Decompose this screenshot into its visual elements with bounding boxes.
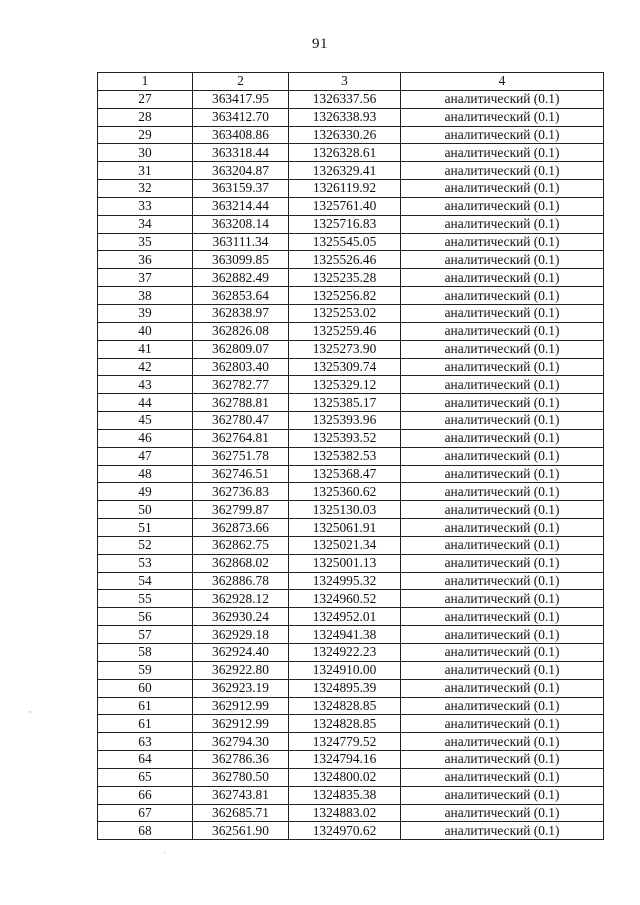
method-cell: аналитический (0.1) — [401, 90, 604, 108]
point-number-cell: 67 — [98, 804, 193, 822]
y-coordinate-cell: 1325526.46 — [289, 251, 401, 269]
method-cell: аналитический (0.1) — [401, 483, 604, 501]
y-coordinate-cell: 1324828.85 — [289, 715, 401, 733]
y-coordinate-cell: 1325253.02 — [289, 304, 401, 322]
table-row — [98, 626, 604, 644]
point-number-cell: 59 — [98, 661, 193, 679]
method-cell: аналитический (0.1) — [401, 751, 604, 769]
table-row — [98, 376, 604, 394]
x-coordinate-cell: 362838.97 — [193, 304, 289, 322]
y-coordinate-cell: 1325393.96 — [289, 412, 401, 430]
method-cell: аналитический (0.1) — [401, 590, 604, 608]
method-cell: аналитический (0.1) — [401, 304, 604, 322]
point-number-cell: 39 — [98, 304, 193, 322]
x-coordinate-cell: 362561.90 — [193, 822, 289, 840]
method-cell: аналитический (0.1) — [401, 144, 604, 162]
x-coordinate-cell: 362912.99 — [193, 697, 289, 715]
point-number-cell: 30 — [98, 144, 193, 162]
point-number-cell: 53 — [98, 554, 193, 572]
header-col-4: 4 — [401, 73, 604, 91]
point-number-cell: 38 — [98, 287, 193, 305]
x-coordinate-cell: 362746.51 — [193, 465, 289, 483]
method-cell: аналитический (0.1) — [401, 733, 604, 751]
point-number-cell: 49 — [98, 483, 193, 501]
point-number-cell: 45 — [98, 412, 193, 430]
y-coordinate-cell: 1324895.39 — [289, 679, 401, 697]
point-number-cell: 61 — [98, 715, 193, 733]
header-col-1: 1 — [98, 73, 193, 91]
y-coordinate-cell: 1326329.41 — [289, 162, 401, 180]
method-cell: аналитический (0.1) — [401, 215, 604, 233]
method-cell: аналитический (0.1) — [401, 108, 604, 126]
point-number-cell: 42 — [98, 358, 193, 376]
table-row — [98, 572, 604, 590]
table-row — [98, 394, 604, 412]
y-coordinate-cell: 1325382.53 — [289, 447, 401, 465]
y-coordinate-cell: 1324794.16 — [289, 751, 401, 769]
y-coordinate-cell: 1325716.83 — [289, 215, 401, 233]
method-cell: аналитический (0.1) — [401, 661, 604, 679]
table-row — [98, 751, 604, 769]
table-body — [98, 90, 604, 839]
y-coordinate-cell: 1326119.92 — [289, 180, 401, 198]
table-row — [98, 786, 604, 804]
x-coordinate-cell: 362780.50 — [193, 768, 289, 786]
point-number-cell: 46 — [98, 429, 193, 447]
x-coordinate-cell: 362886.78 — [193, 572, 289, 590]
table-row — [98, 90, 604, 108]
y-coordinate-cell: 1325130.03 — [289, 501, 401, 519]
x-coordinate-cell: 362799.87 — [193, 501, 289, 519]
x-coordinate-cell: 362743.81 — [193, 786, 289, 804]
method-cell: аналитический (0.1) — [401, 804, 604, 822]
x-coordinate-cell: 363099.85 — [193, 251, 289, 269]
point-number-cell: 66 — [98, 786, 193, 804]
point-number-cell: 52 — [98, 536, 193, 554]
y-coordinate-cell: 1326328.61 — [289, 144, 401, 162]
table-row — [98, 162, 604, 180]
method-cell: аналитический (0.1) — [401, 429, 604, 447]
x-coordinate-cell: 362868.02 — [193, 554, 289, 572]
method-cell: аналитический (0.1) — [401, 679, 604, 697]
table-row — [98, 733, 604, 751]
x-coordinate-cell: 362912.99 — [193, 715, 289, 733]
method-cell: аналитический (0.1) — [401, 715, 604, 733]
y-coordinate-cell: 1325021.34 — [289, 536, 401, 554]
method-cell: аналитический (0.1) — [401, 269, 604, 287]
method-cell: аналитический (0.1) — [401, 644, 604, 662]
x-coordinate-cell: 362788.81 — [193, 394, 289, 412]
x-coordinate-cell: 362803.40 — [193, 358, 289, 376]
header-col-3: 3 — [289, 73, 401, 91]
y-coordinate-cell: 1324952.01 — [289, 608, 401, 626]
coordinates-table — [97, 72, 604, 840]
y-coordinate-cell: 1325259.46 — [289, 322, 401, 340]
y-coordinate-cell: 1325545.05 — [289, 233, 401, 251]
point-number-cell: 56 — [98, 608, 193, 626]
x-coordinate-cell: 362930.24 — [193, 608, 289, 626]
table-row — [98, 715, 604, 733]
point-number-cell: 31 — [98, 162, 193, 180]
point-number-cell: 44 — [98, 394, 193, 412]
point-number-cell: 40 — [98, 322, 193, 340]
y-coordinate-cell: 1325368.47 — [289, 465, 401, 483]
method-cell: аналитический (0.1) — [401, 697, 604, 715]
y-coordinate-cell: 1325761.40 — [289, 197, 401, 215]
y-coordinate-cell: 1324835.38 — [289, 786, 401, 804]
method-cell: аналитический (0.1) — [401, 554, 604, 572]
point-number-cell: 28 — [98, 108, 193, 126]
table-row — [98, 233, 604, 251]
point-number-cell: 55 — [98, 590, 193, 608]
method-cell: аналитический (0.1) — [401, 180, 604, 198]
x-coordinate-cell: 362924.40 — [193, 644, 289, 662]
y-coordinate-cell: 1324960.52 — [289, 590, 401, 608]
table-row — [98, 554, 604, 572]
method-cell: аналитический (0.1) — [401, 786, 604, 804]
table-row — [98, 197, 604, 215]
method-cell: аналитический (0.1) — [401, 233, 604, 251]
point-number-cell: 63 — [98, 733, 193, 751]
method-cell: аналитический (0.1) — [401, 412, 604, 430]
table-row — [98, 465, 604, 483]
point-number-cell: 65 — [98, 768, 193, 786]
method-cell: аналитический (0.1) — [401, 626, 604, 644]
x-coordinate-cell: 362751.78 — [193, 447, 289, 465]
point-number-cell: 36 — [98, 251, 193, 269]
y-coordinate-cell: 1325329.12 — [289, 376, 401, 394]
point-number-cell: 54 — [98, 572, 193, 590]
method-cell: аналитический (0.1) — [401, 447, 604, 465]
x-coordinate-cell: 362685.71 — [193, 804, 289, 822]
table-row — [98, 447, 604, 465]
x-coordinate-cell: 362929.18 — [193, 626, 289, 644]
point-number-cell: 34 — [98, 215, 193, 233]
y-coordinate-cell: 1325385.17 — [289, 394, 401, 412]
table-row — [98, 429, 604, 447]
y-coordinate-cell: 1324970.62 — [289, 822, 401, 840]
y-coordinate-cell: 1325309.74 — [289, 358, 401, 376]
table-row — [98, 304, 604, 322]
x-coordinate-cell: 363408.86 — [193, 126, 289, 144]
method-cell: аналитический (0.1) — [401, 536, 604, 554]
table-row — [98, 412, 604, 430]
table-row — [98, 269, 604, 287]
point-number-cell: 27 — [98, 90, 193, 108]
point-number-cell: 29 — [98, 126, 193, 144]
point-number-cell: 61 — [98, 697, 193, 715]
y-coordinate-cell: 1325273.90 — [289, 340, 401, 358]
x-coordinate-cell: 363417.95 — [193, 90, 289, 108]
point-number-cell: 64 — [98, 751, 193, 769]
y-coordinate-cell: 1324941.38 — [289, 626, 401, 644]
y-coordinate-cell: 1324800.02 — [289, 768, 401, 786]
method-cell: аналитический (0.1) — [401, 519, 604, 537]
x-coordinate-cell: 363208.14 — [193, 215, 289, 233]
method-cell: аналитический (0.1) — [401, 608, 604, 626]
x-coordinate-cell: 362862.75 — [193, 536, 289, 554]
x-coordinate-cell: 362782.77 — [193, 376, 289, 394]
y-coordinate-cell: 1324779.52 — [289, 733, 401, 751]
point-number-cell: 43 — [98, 376, 193, 394]
page-number: 91 — [312, 36, 328, 52]
y-coordinate-cell: 1325393.52 — [289, 429, 401, 447]
x-coordinate-cell: 362853.64 — [193, 287, 289, 305]
x-coordinate-cell: 362923.19 — [193, 679, 289, 697]
header-col-2: 2 — [193, 73, 289, 91]
table-row — [98, 608, 604, 626]
y-coordinate-cell: 1325235.28 — [289, 269, 401, 287]
y-coordinate-cell: 1324828.85 — [289, 697, 401, 715]
x-coordinate-cell: 362764.81 — [193, 429, 289, 447]
method-cell: аналитический (0.1) — [401, 340, 604, 358]
y-coordinate-cell: 1325360.62 — [289, 483, 401, 501]
method-cell: аналитический (0.1) — [401, 501, 604, 519]
table-row — [98, 287, 604, 305]
x-coordinate-cell: 362780.47 — [193, 412, 289, 430]
point-number-cell: 33 — [98, 197, 193, 215]
y-coordinate-cell: 1326337.56 — [289, 90, 401, 108]
method-cell: аналитический (0.1) — [401, 768, 604, 786]
method-cell: аналитический (0.1) — [401, 162, 604, 180]
x-coordinate-cell: 362922.80 — [193, 661, 289, 679]
x-coordinate-cell: 362794.30 — [193, 733, 289, 751]
table-row — [98, 126, 604, 144]
method-cell: аналитический (0.1) — [401, 251, 604, 269]
table-row — [98, 536, 604, 554]
table-row — [98, 679, 604, 697]
x-coordinate-cell: 363214.44 — [193, 197, 289, 215]
x-coordinate-cell: 362809.07 — [193, 340, 289, 358]
table-row — [98, 697, 604, 715]
point-number-cell: 68 — [98, 822, 193, 840]
x-coordinate-cell: 363204.87 — [193, 162, 289, 180]
point-number-cell: 57 — [98, 626, 193, 644]
method-cell: аналитический (0.1) — [401, 197, 604, 215]
x-coordinate-cell: 362928.12 — [193, 590, 289, 608]
x-coordinate-cell: 362736.83 — [193, 483, 289, 501]
point-number-cell: 35 — [98, 233, 193, 251]
table-row — [98, 215, 604, 233]
table-row — [98, 144, 604, 162]
table-row — [98, 108, 604, 126]
x-coordinate-cell: 363111.34 — [193, 233, 289, 251]
y-coordinate-cell: 1326330.26 — [289, 126, 401, 144]
method-cell: аналитический (0.1) — [401, 465, 604, 483]
table-row — [98, 340, 604, 358]
table-row — [98, 322, 604, 340]
method-cell: аналитический (0.1) — [401, 376, 604, 394]
method-cell: аналитический (0.1) — [401, 322, 604, 340]
method-cell: аналитический (0.1) — [401, 394, 604, 412]
table-header-row — [98, 73, 604, 91]
table-row — [98, 644, 604, 662]
x-coordinate-cell: 363412.70 — [193, 108, 289, 126]
x-coordinate-cell: 363318.44 — [193, 144, 289, 162]
point-number-cell: 48 — [98, 465, 193, 483]
table-row — [98, 661, 604, 679]
method-cell: аналитический (0.1) — [401, 126, 604, 144]
x-coordinate-cell: 362826.08 — [193, 322, 289, 340]
method-cell: аналитический (0.1) — [401, 358, 604, 376]
table-row — [98, 251, 604, 269]
method-cell: аналитический (0.1) — [401, 822, 604, 840]
y-coordinate-cell: 1324922.23 — [289, 644, 401, 662]
table-row — [98, 358, 604, 376]
table-row — [98, 768, 604, 786]
x-coordinate-cell: 362873.66 — [193, 519, 289, 537]
table-row — [98, 804, 604, 822]
y-coordinate-cell: 1325061.91 — [289, 519, 401, 537]
table-row — [98, 590, 604, 608]
method-cell: аналитический (0.1) — [401, 572, 604, 590]
point-number-cell: 47 — [98, 447, 193, 465]
point-number-cell: 58 — [98, 644, 193, 662]
point-number-cell: 41 — [98, 340, 193, 358]
point-number-cell: 60 — [98, 679, 193, 697]
x-coordinate-cell: 362786.36 — [193, 751, 289, 769]
table-row — [98, 483, 604, 501]
table-row — [98, 822, 604, 840]
table-row — [98, 180, 604, 198]
point-number-cell: 50 — [98, 501, 193, 519]
y-coordinate-cell: 1325256.82 — [289, 287, 401, 305]
y-coordinate-cell: 1325001.13 — [289, 554, 401, 572]
point-number-cell: 37 — [98, 269, 193, 287]
y-coordinate-cell: 1324910.00 — [289, 661, 401, 679]
method-cell: аналитический (0.1) — [401, 287, 604, 305]
point-number-cell: 32 — [98, 180, 193, 198]
y-coordinate-cell: 1324995.32 — [289, 572, 401, 590]
y-coordinate-cell: 1324883.02 — [289, 804, 401, 822]
table-row — [98, 519, 604, 537]
x-coordinate-cell: 363159.37 — [193, 180, 289, 198]
table-row — [98, 501, 604, 519]
point-number-cell: 51 — [98, 519, 193, 537]
y-coordinate-cell: 1326338.93 — [289, 108, 401, 126]
x-coordinate-cell: 362882.49 — [193, 269, 289, 287]
